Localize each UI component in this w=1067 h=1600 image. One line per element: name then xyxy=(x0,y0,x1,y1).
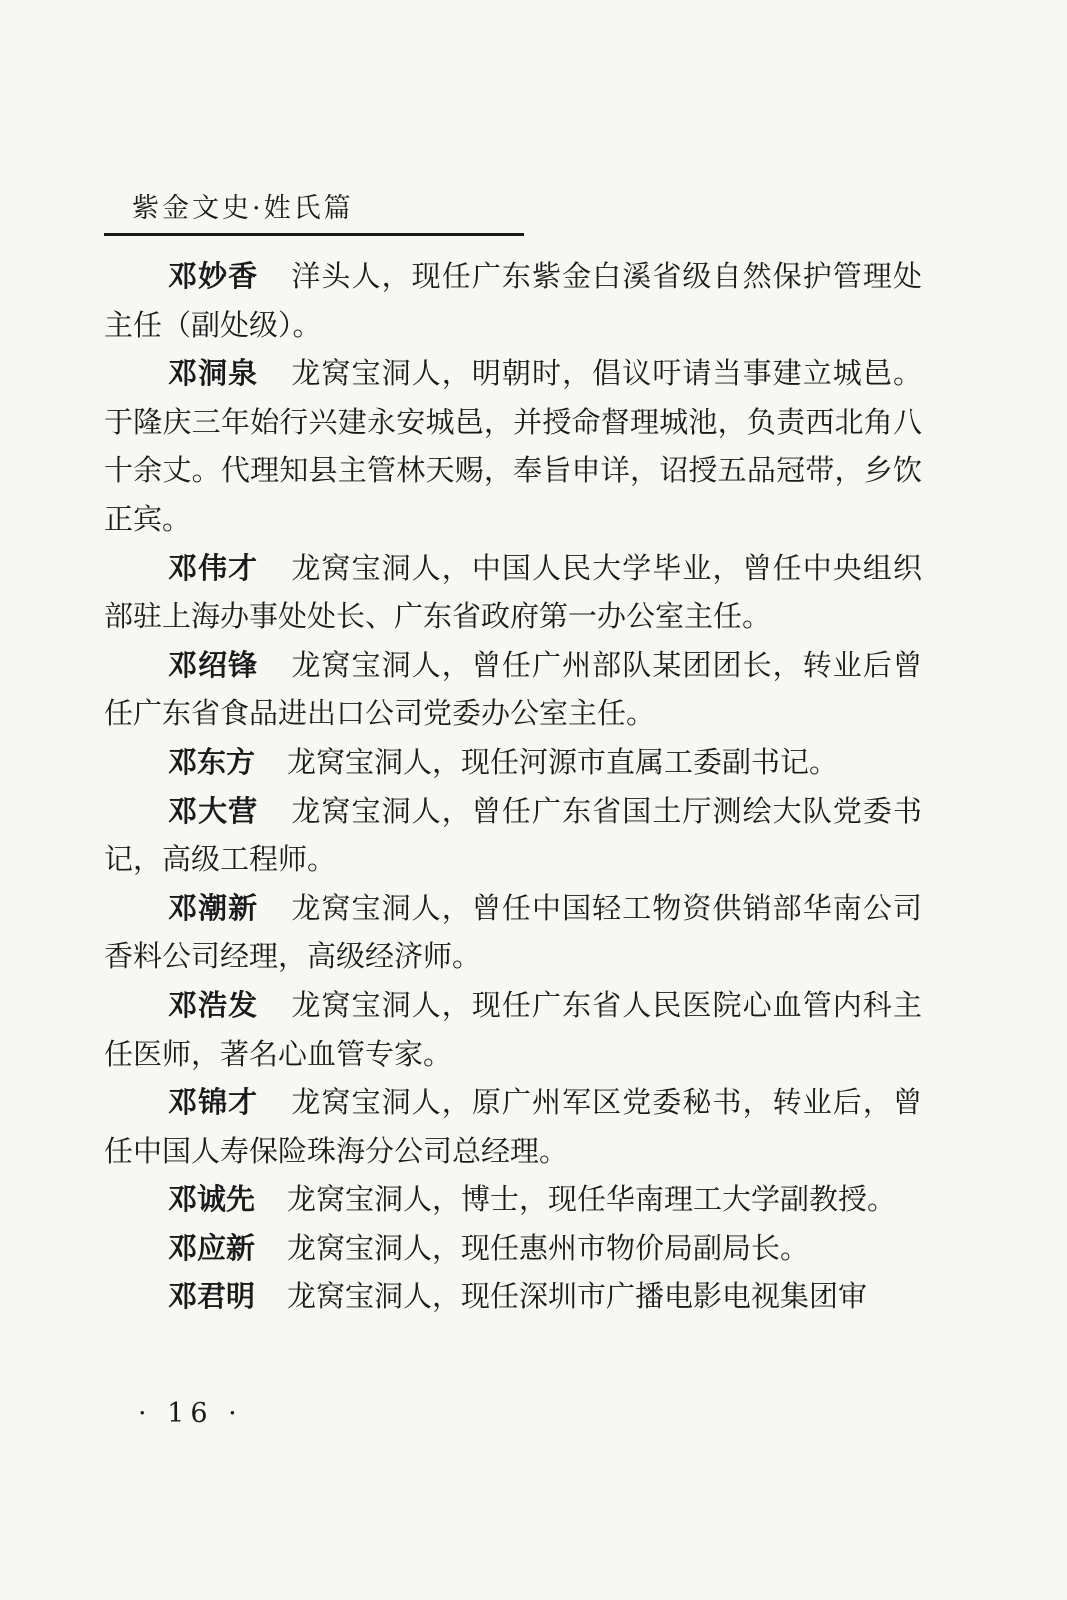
biography-entry xyxy=(104,1175,922,1224)
biography-entry xyxy=(104,349,922,543)
person-name: 邓锦才 xyxy=(168,1085,259,1120)
biography-entry xyxy=(104,1272,922,1321)
person-name: 邓洞泉 xyxy=(168,356,259,391)
header-rule xyxy=(104,233,524,236)
person-name: 邓君明 xyxy=(168,1279,256,1314)
person-name: 邓浩发 xyxy=(168,987,259,1022)
biography-entry xyxy=(104,884,922,981)
person-name: 邓绍锋 xyxy=(168,647,259,682)
person-name: 邓妙香 xyxy=(168,259,259,293)
page-number: · 16 · xyxy=(138,1398,243,1429)
person-description: 洋头人，现任广东紫金白溪省级自然保护管理处主任（副处级）。 xyxy=(104,259,922,342)
biography-entry xyxy=(104,544,922,641)
person-description: 龙窝宝洞人，中国人民大学毕业，曾任中央组织部驻上海办事处处长、广东省政府第一办公室主任。 xyxy=(104,550,922,634)
person-description: 龙窝宝洞人，明朝时，倡议吁请当事建立城邑。于隆庆三年始行兴建永安城邑，并授命督理城池，负责西北角八十余丈。代理知县主管林天赐，奉旨申详，诏授五品冠带，乡饮正宾。 xyxy=(104,356,922,536)
biography-entry xyxy=(104,981,922,1078)
person-description: 龙窝宝洞人，现任河源市直属工委副书记。 xyxy=(287,744,839,779)
person-name: 邓伟才 xyxy=(168,550,259,585)
person-description: 龙窝宝洞人，现任深圳市广播电影电视集团审 xyxy=(287,1279,868,1314)
biography-entry xyxy=(104,641,922,738)
person-name: 邓应新 xyxy=(168,1230,256,1265)
person-name: 邓大营 xyxy=(168,793,259,828)
person-description: 龙窝宝洞人，现任惠州市物价局副局长。 xyxy=(287,1230,810,1265)
person-description: 龙窝宝洞人，曾任广州部队某团团长，转业后曾任广东省食品进出口公司党委办公室主任。 xyxy=(104,647,922,731)
biography-entry xyxy=(104,252,922,349)
biography-entry xyxy=(104,1224,922,1273)
person-description: 龙窝宝洞人，曾任中国轻工物资供销部华南公司香料公司经理，高级经济师。 xyxy=(104,890,922,974)
biography-entry xyxy=(104,787,922,884)
person-description: 龙窝宝洞人，现任广东省人民医院心血管内科主任医师，著名心血管专家。 xyxy=(104,987,922,1071)
running-head-title: 紫金文史·姓氏篇 xyxy=(132,193,354,224)
person-description: 龙窝宝洞人，原广州军区党委秘书，转业后，曾任中国人寿保险珠海分公司总经理。 xyxy=(104,1085,922,1168)
biography-entry xyxy=(104,1078,922,1175)
biography-list xyxy=(104,252,922,1321)
person-name: 邓东方 xyxy=(168,744,256,779)
person-description: 龙窝宝洞人，博士，现任华南理工大学副教授。 xyxy=(287,1182,897,1217)
person-name: 邓诚先 xyxy=(168,1182,256,1217)
person-description: 龙窝宝洞人，曾任广东省国土厅测绘大队党委书记，高级工程师。 xyxy=(104,793,922,877)
person-name: 邓潮新 xyxy=(168,890,259,925)
biography-entry xyxy=(104,738,922,787)
